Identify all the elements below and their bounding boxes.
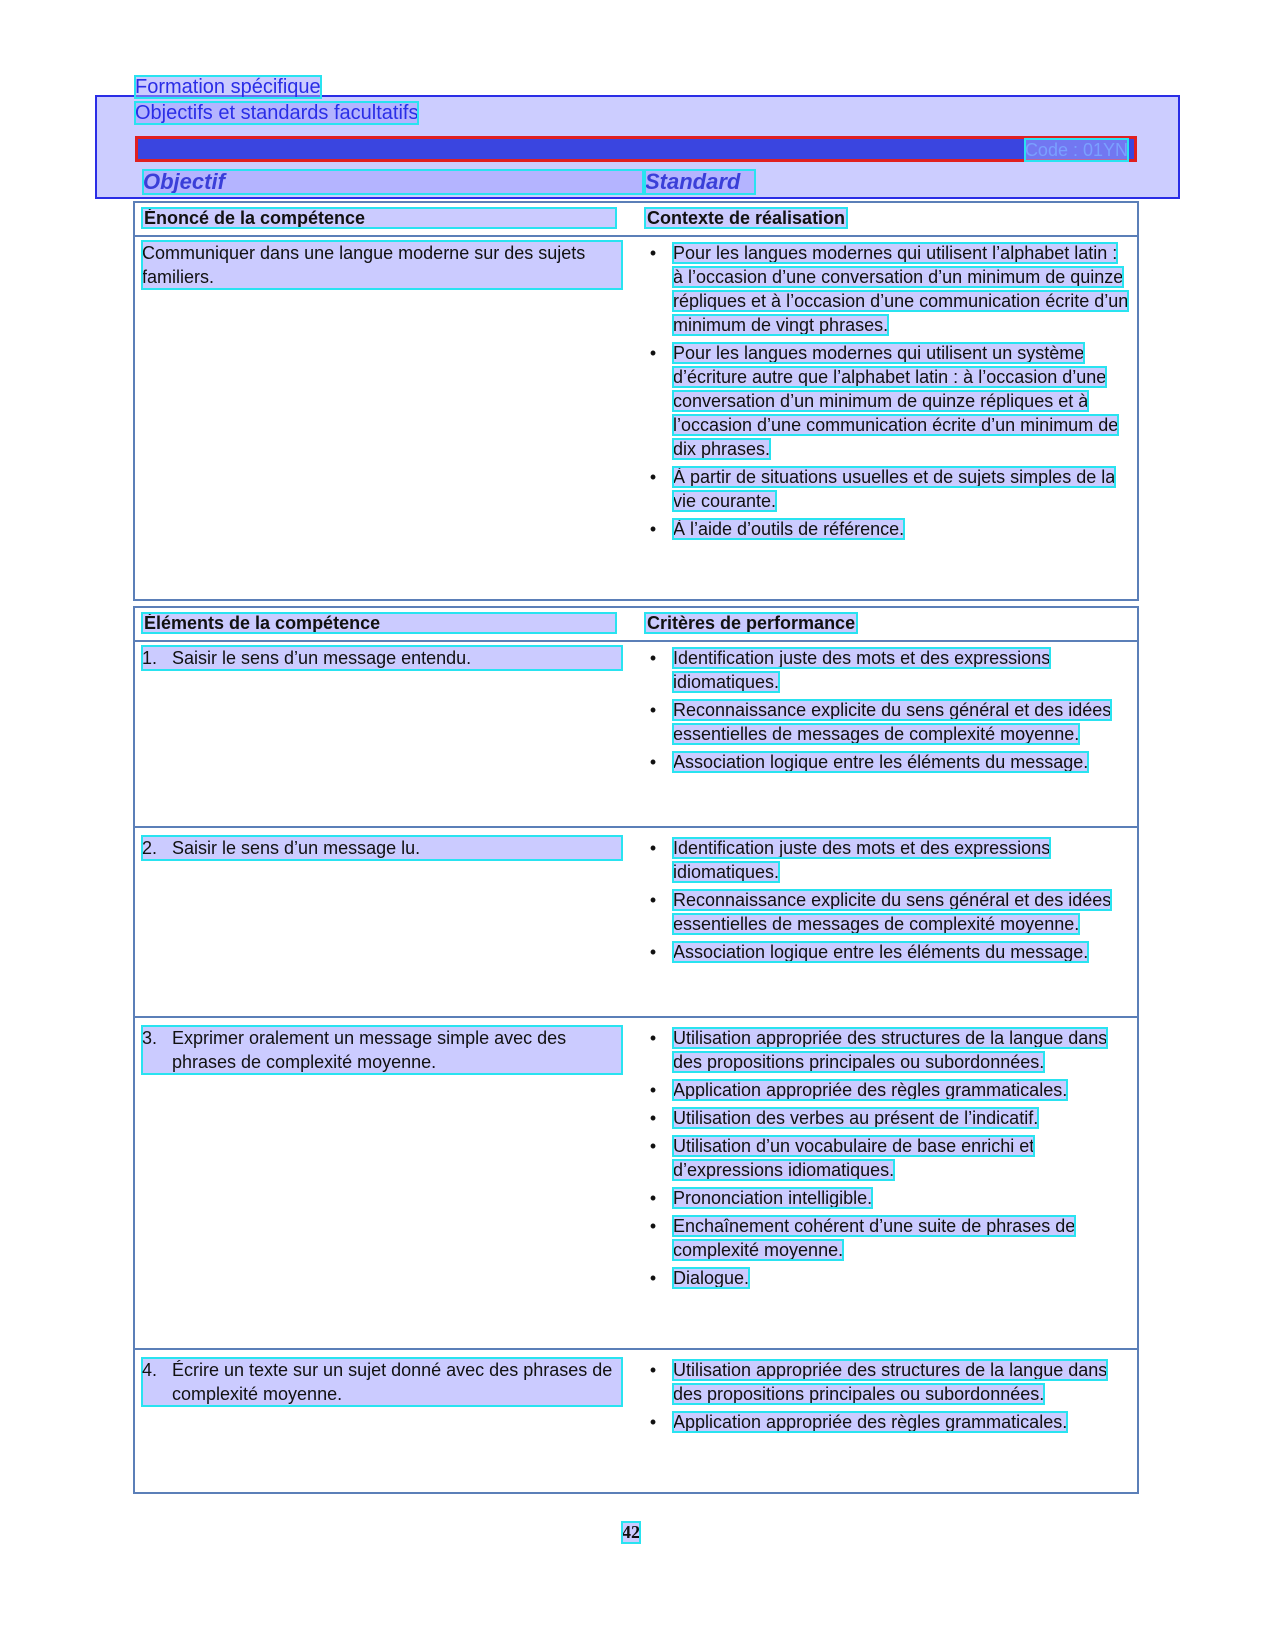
- bullet-icon: •: [649, 467, 657, 487]
- list-item: • Pour les langues modernes qui utilisent un système d’écriture autre que l’alphabet latin : à l’occasion d’une conversation d’un minimum de quinze répliques et à l’occasion d’une communication écrite d’un minimum de dix phrases.: [645, 341, 1130, 461]
- bullet-icon: •: [649, 1136, 657, 1156]
- bullet-icon: •: [649, 1412, 657, 1432]
- bullet-icon: •: [649, 1360, 657, 1380]
- code-label: Code : 01YN: [1024, 140, 1128, 160]
- list-item: • Reconnaissance explicite du sens général et des idées essentielles de messages de complexité moyenne.: [645, 888, 1130, 936]
- section-subtitle: Objectifs et standards facultatifs: [135, 102, 419, 124]
- competency-table: [133, 201, 1139, 601]
- bullet-icon: •: [649, 838, 657, 858]
- list-item: • Utilisation appropriée des structures de la langue dans des propositions principales ou subordonnées.: [645, 1026, 1130, 1074]
- standard-label: Standard: [645, 170, 755, 194]
- competency-statement-header: Énoncé de la compétence: [142, 208, 616, 228]
- bullet-icon: •: [649, 1028, 657, 1048]
- bullet-icon: •: [649, 519, 657, 539]
- list-item: • Utilisation des verbes au présent de l’indicatif.: [645, 1106, 1130, 1130]
- section-title: Formation spécifique: [135, 76, 321, 98]
- table-row-element-1: 1. Saisir le sens d’un message entendu.: [142, 646, 622, 670]
- list-item: • Association logique entre les éléments du message.: [645, 940, 1130, 964]
- context-list: [645, 241, 1130, 545]
- list-item: • Utilisation appropriée des structures de la langue dans des propositions principales ou subordonnées.: [645, 1358, 1130, 1406]
- criteria-list-2: [645, 836, 1130, 968]
- bullet-icon: •: [649, 890, 657, 910]
- bullet-icon: •: [649, 1216, 657, 1236]
- table-row-element-2: 2. Saisir le sens d’un message lu.: [142, 836, 622, 860]
- criteria-list-3: [645, 1026, 1130, 1294]
- table-row-element-4: 4. Écrire un texte sur un sujet donné avec des phrases de complexité moyenne.: [142, 1358, 622, 1406]
- list-item: • Identification juste des mots et des expressions idiomatiques.: [645, 646, 1130, 694]
- elements-header: Éléments de la compétence: [142, 613, 616, 633]
- code-bar: [135, 136, 1137, 162]
- list-item: • Reconnaissance explicite du sens général et des idées essentielles de messages de complexité moyenne.: [645, 698, 1130, 746]
- row-divider: [135, 1016, 1137, 1018]
- bullet-icon: •: [649, 752, 657, 772]
- bullet-icon: •: [649, 343, 657, 363]
- list-item: • Application appropriée des règles grammaticales.: [645, 1410, 1130, 1434]
- bullet-icon: •: [649, 243, 657, 263]
- table-row-element-3: 3. Exprimer oralement un message simple avec des phrases de complexité moyenne.: [142, 1026, 622, 1074]
- row-divider: [135, 1348, 1137, 1350]
- elements-header-row: [135, 608, 1137, 642]
- list-item: • Application appropriée des règles grammaticales.: [645, 1078, 1130, 1102]
- context-header: Contexte de réalisation: [647, 208, 846, 228]
- bullet-icon: •: [649, 1080, 657, 1100]
- bullet-icon: •: [649, 942, 657, 962]
- criteria-header: Critères de performance: [647, 613, 856, 633]
- competency-statement: Communiquer dans une langue moderne sur des sujets familiers.: [142, 241, 622, 289]
- bullet-icon: •: [649, 1268, 657, 1288]
- list-item: • À partir de situations usuelles et de sujets simples de la vie courante.: [645, 465, 1130, 513]
- page-number: 42: [622, 1522, 640, 1542]
- bullet-icon: •: [649, 1188, 657, 1208]
- criteria-list-4: [645, 1358, 1130, 1438]
- list-item: • Association logique entre les éléments du message.: [645, 750, 1130, 774]
- bullet-icon: •: [649, 648, 657, 668]
- list-item: • Utilisation d’un vocabulaire de base enrichi et d’expressions idiomatiques.: [645, 1134, 1130, 1182]
- list-item: • Pour les langues modernes qui utilisent l’alphabet latin : à l’occasion d’une conversation d’un minimum de quinze répliques et à l’occasion d’une communication écrite d’un minimum de vingt phrases.: [645, 241, 1130, 337]
- list-item: • Enchaînement cohérent d’une suite de phrases de complexité moyenne.: [645, 1214, 1130, 1262]
- list-item: • Prononciation intelligible.: [645, 1186, 1130, 1210]
- list-item: • Identification juste des mots et des expressions idiomatiques.: [645, 836, 1130, 884]
- list-item: • À l’aide d’outils de référence.: [645, 517, 1130, 541]
- criteria-list-1: [645, 646, 1130, 778]
- row-divider: [135, 826, 1137, 828]
- bullet-icon: •: [649, 1108, 657, 1128]
- competency-header-row: [135, 203, 1137, 237]
- bullet-icon: •: [649, 700, 657, 720]
- list-item: • Dialogue.: [645, 1266, 1130, 1290]
- objective-label: Objectif: [143, 170, 643, 194]
- elements-table: [133, 606, 1139, 1494]
